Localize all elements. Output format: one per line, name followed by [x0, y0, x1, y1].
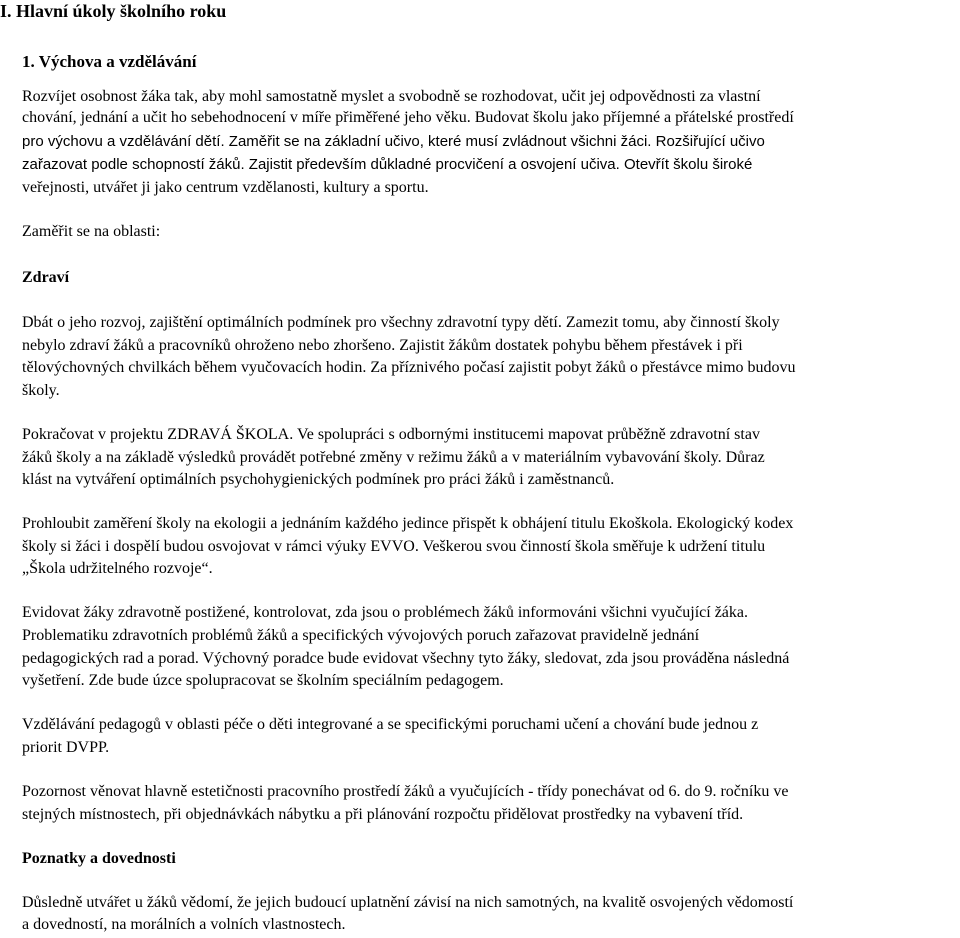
paragraph-line: Dbát o jeho rozvoj, zajištění optimálních podmínek pro všechny zdravotní typy dětí. Zamezit tomu, aby činností školy — [22, 314, 780, 331]
paragraph-line: Vzdělávání pedagogů v oblasti péče o děti integrované a se specifickými poruchami učení a chování bude jednou z — [22, 716, 759, 733]
paragraph-line: tělovýchovných chvilkách během vyučovacích hodin. Za příznivého počasí zajistit pobyt žáků o přestávce mimo budovu — [22, 359, 796, 376]
paragraph-line: žáků školy a na základě výsledků provádět potřebné změny v režimu žáků a v materiálním vybavování školy. Důraz — [22, 449, 765, 466]
document-heading: I. Hlavní úkoly školního roku — [0, 1, 227, 21]
paragraph-line: Důsledně utvářet u žáků vědomí, že jejich budoucí uplatnění závisí na nich samotných, na kvalitě osvojených vědomostí — [22, 894, 794, 911]
paragraph-line: pedagogických rad a porad. Výchovný poradce bude evidovat všechny tyto žáky, sledovat, zda jsou prováděna následná — [22, 650, 790, 667]
section-heading-education: 1. Výchova a vzdělávání — [22, 52, 197, 71]
paragraph-line: školy. — [22, 382, 60, 399]
focus-label: Zaměřit se na oblasti: — [22, 223, 161, 240]
section-title-knowledge: Poznatky a dovednosti — [22, 850, 176, 867]
paragraph-line: nebylo zdraví žáků a pracovníků ohroženo nebo zhoršeno. Zajistit žákům dostatek pohybu během přestávek i při — [22, 337, 743, 354]
paragraph-line: „Škola udržitelného rozvoje“. — [22, 560, 213, 577]
paragraph-line: vyšetření. Zde bude úzce spolupracovat se školním speciálním pedagogem. — [22, 672, 504, 689]
paragraph-line: Problematiku zdravotních problémů žáků a specifických vývojových poruch zařazovat pravidelně jednání — [22, 627, 700, 644]
paragraph-line: stejných místnostech, při objednávkách nábytku a při plánování rozpočtu přidělovat prostředky na vybavení tříd. — [22, 806, 744, 823]
paragraph-line: chování, jednání a učit ho sebehodnocení v míře přiměřené jeho věku. Budovat školu jako příjemné a přátelské prostředí — [22, 109, 794, 126]
paragraph-line: Pozornost věnovat hlavně estetičnosti pracovního prostředí žáků a vyučujících - třídy ponechávat od 6. do 9. ročníku ve — [22, 783, 789, 800]
paragraph-line: Prohloubit zaměření školy na ekologii a jednáním každého jedince přispět k obhájení titulu Ekoškola. Ekologický kodex — [22, 515, 794, 532]
paragraph-line: priorit DVPP. — [22, 739, 110, 756]
paragraph-line: školy si žáci i dospělí budou osvojovat v rámci výuky EVVO. Veškerou svou činností škola směřuje k udržení titulu — [22, 538, 766, 555]
paragraph-line: Rozvíjet osobnost žáka tak, aby mohl samostatně myslet a svobodně se rozhodovat, učit jej odpovědnosti za vlastní — [22, 88, 761, 105]
paragraph-line: zařazovat podle schopností žáků. Zajistit především důkladné procvičení a osvojení učiva. Otevřít školu široké — [22, 156, 753, 173]
paragraph-line: Evidovat žáky zdravotně postižené, kontrolovat, zda jsou o problémech žáků informováni všichni vyučující žáka. — [22, 604, 748, 621]
paragraph-line: veřejnosti, utvářet ji jako centrum vzdělanosti, kultury a sportu. — [22, 179, 429, 196]
paragraph-line: klást na vytváření optimálních psychohygienických podmínek pro práci žáků i zaměstnanců. — [22, 471, 615, 488]
paragraph-line: Pokračovat v projektu ZDRAVÁ ŠKOLA. Ve spolupráci s odbornými institucemi mapovat průběžně zdravotní stav — [22, 426, 760, 443]
section-title-health: Zdraví — [22, 269, 70, 286]
paragraph-line: pro výchovu a vzdělávání dětí. Zaměřit se na základní učivo, které musí zvládnout všichni žáci. Rozšiřující učivo — [22, 133, 765, 150]
paragraph-line: a dovedností, na morálních a volních vlastnostech. — [22, 916, 346, 933]
